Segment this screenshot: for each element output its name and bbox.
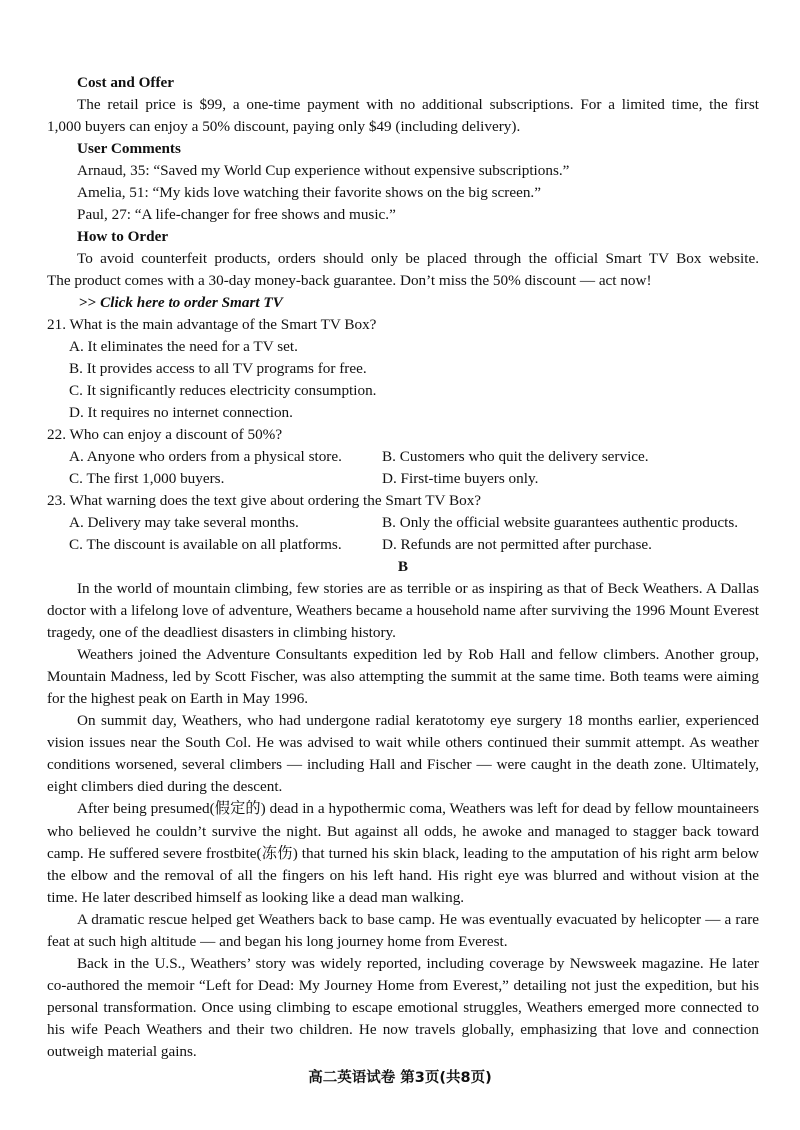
question-23-options (47, 512, 759, 556)
section-b-label: B (397, 558, 409, 575)
passage-paragraph: Back in the U.S., Weathers’ story was widely reported, including coverage by Newsweek magazine. He later co-authored the memoir “Left for Dead: My Journey Home from Everest,” detailing not just the expedition, but his personal transformation. Once using climbing to escape emotional struggles, Weathers emerged more connected to his wife Peach Weathers and their two children. He now travels globally, emphasizing that love and connection outweigh material gains. (47, 954, 759, 1060)
question-21-option: B. It provides access to all TV programs for free. (69, 360, 367, 377)
order-text-line-2: The product comes with a 30-day money-back guarantee. Don’t miss the 50% discount — act now! (47, 272, 652, 289)
passage-paragraph: After being presumed(假定的) dead in a hypothermic coma, Weathers was left for dead by fellow mountaineers who believed he couldn’t survive the night. But against all odds, he awoke and managed to stagger back toward camp. He suffered severe frostbite(冻伤) that turned his skin black, leading to the amputation of his right arm below the elbow and the removal of all the fingers on his left hand. His right eye was blurred and without vision at the time. He later described himself as looking like a dead man walking. (47, 800, 759, 906)
order-text-line-1: To avoid counterfeit products, orders should only be placed through the official Smart TV Box website. (77, 250, 759, 267)
question-21-option: C. It significantly reduces electricity consumption. (69, 382, 377, 399)
question-22-option: A. Anyone who orders from a physical store. (69, 448, 342, 465)
exam-page (47, 72, 759, 1063)
order-heading: How to Order (77, 228, 169, 245)
cost-heading: Cost and Offer (77, 74, 175, 91)
question-22-option: B. Customers who quit the delivery service. (382, 448, 649, 465)
question-22-stem: 22. Who can enjoy a discount of 50%? (47, 426, 283, 443)
question-23-stem: 23. What warning does the text give about ordering the Smart TV Box? (47, 492, 482, 509)
order-link-arrows: >> (79, 294, 101, 311)
order-link[interactable] (47, 292, 759, 314)
question-23-option: C. The discount is available on all platforms. (69, 536, 342, 553)
question-21-option: D. It requires no internet connection. (69, 404, 293, 421)
user-comment: Arnaud, 35: “Saved my World Cup experience without expensive subscriptions.” (77, 162, 570, 179)
passage-paragraph: In the world of mountain climbing, few stories are as terrible or as inspiring as that of Beck Weathers. A Dallas doctor with a lifelong love of adventure, Weathers became a household name after surviving the 1996 Mount Everest tragedy, one of the deadliest disasters in climbing history. (47, 580, 759, 642)
question-23-option: D. Refunds are not permitted after purchase. (382, 536, 652, 553)
passage-paragraph: On summit day, Weathers, who had undergone radial keratotomy eye surgery 18 months earlier, experienced vision issues near the South Col. He was advised to wait while others continued their summit attempt. As weather conditions worsened, several climbers — including Hall and Fischer — were caught in the death zone. Ultimately, eight climbers died during the descent. (47, 712, 759, 796)
passage-paragraph: Weathers joined the Adventure Consultants expedition led by Rob Hall and fellow climbers. Another group, Mountain Madness, led by Scott Fischer, was also attempting the summit at the same time. Both teams were aiming for the highest peak on Earth in May 1996. (47, 646, 759, 708)
question-23-option: B. Only the official website guarantees authentic products. (382, 514, 739, 531)
question-22-option: D. First-time buyers only. (382, 470, 539, 487)
page-footer: 高二英语试卷 第3页(共8页) (308, 1070, 492, 1086)
question-21-option: A. It eliminates the need for a TV set. (69, 338, 298, 355)
question-22-options (47, 446, 759, 490)
cost-text-line-2: 1,000 buyers can enjoy a 50% discount, paying only $49 (including delivery). (47, 118, 521, 135)
cost-text-line-1: The retail price is $99, a one-time payment with no additional subscriptions. For a limited time, the first (77, 96, 759, 113)
user-comment: Paul, 27: “A life-changer for free shows and music.” (77, 206, 396, 223)
question-22-option: C. The first 1,000 buyers. (69, 470, 225, 487)
user-comment: Amelia, 51: “My kids love watching their favorite shows on the big screen.” (77, 184, 541, 201)
passage-paragraph: A dramatic rescue helped get Weathers back to base camp. He was eventually evacuated by helicopter — a rare feat at such high altitude — and began his long journey home from Everest. (47, 910, 759, 950)
question-21-stem: 21. What is the main advantage of the Smart TV Box? (47, 316, 377, 333)
order-link-text[interactable]: Click here to order Smart TV (100, 294, 283, 311)
comments-heading: User Comments (77, 140, 181, 157)
question-23-option: A. Delivery may take several months. (69, 514, 299, 531)
